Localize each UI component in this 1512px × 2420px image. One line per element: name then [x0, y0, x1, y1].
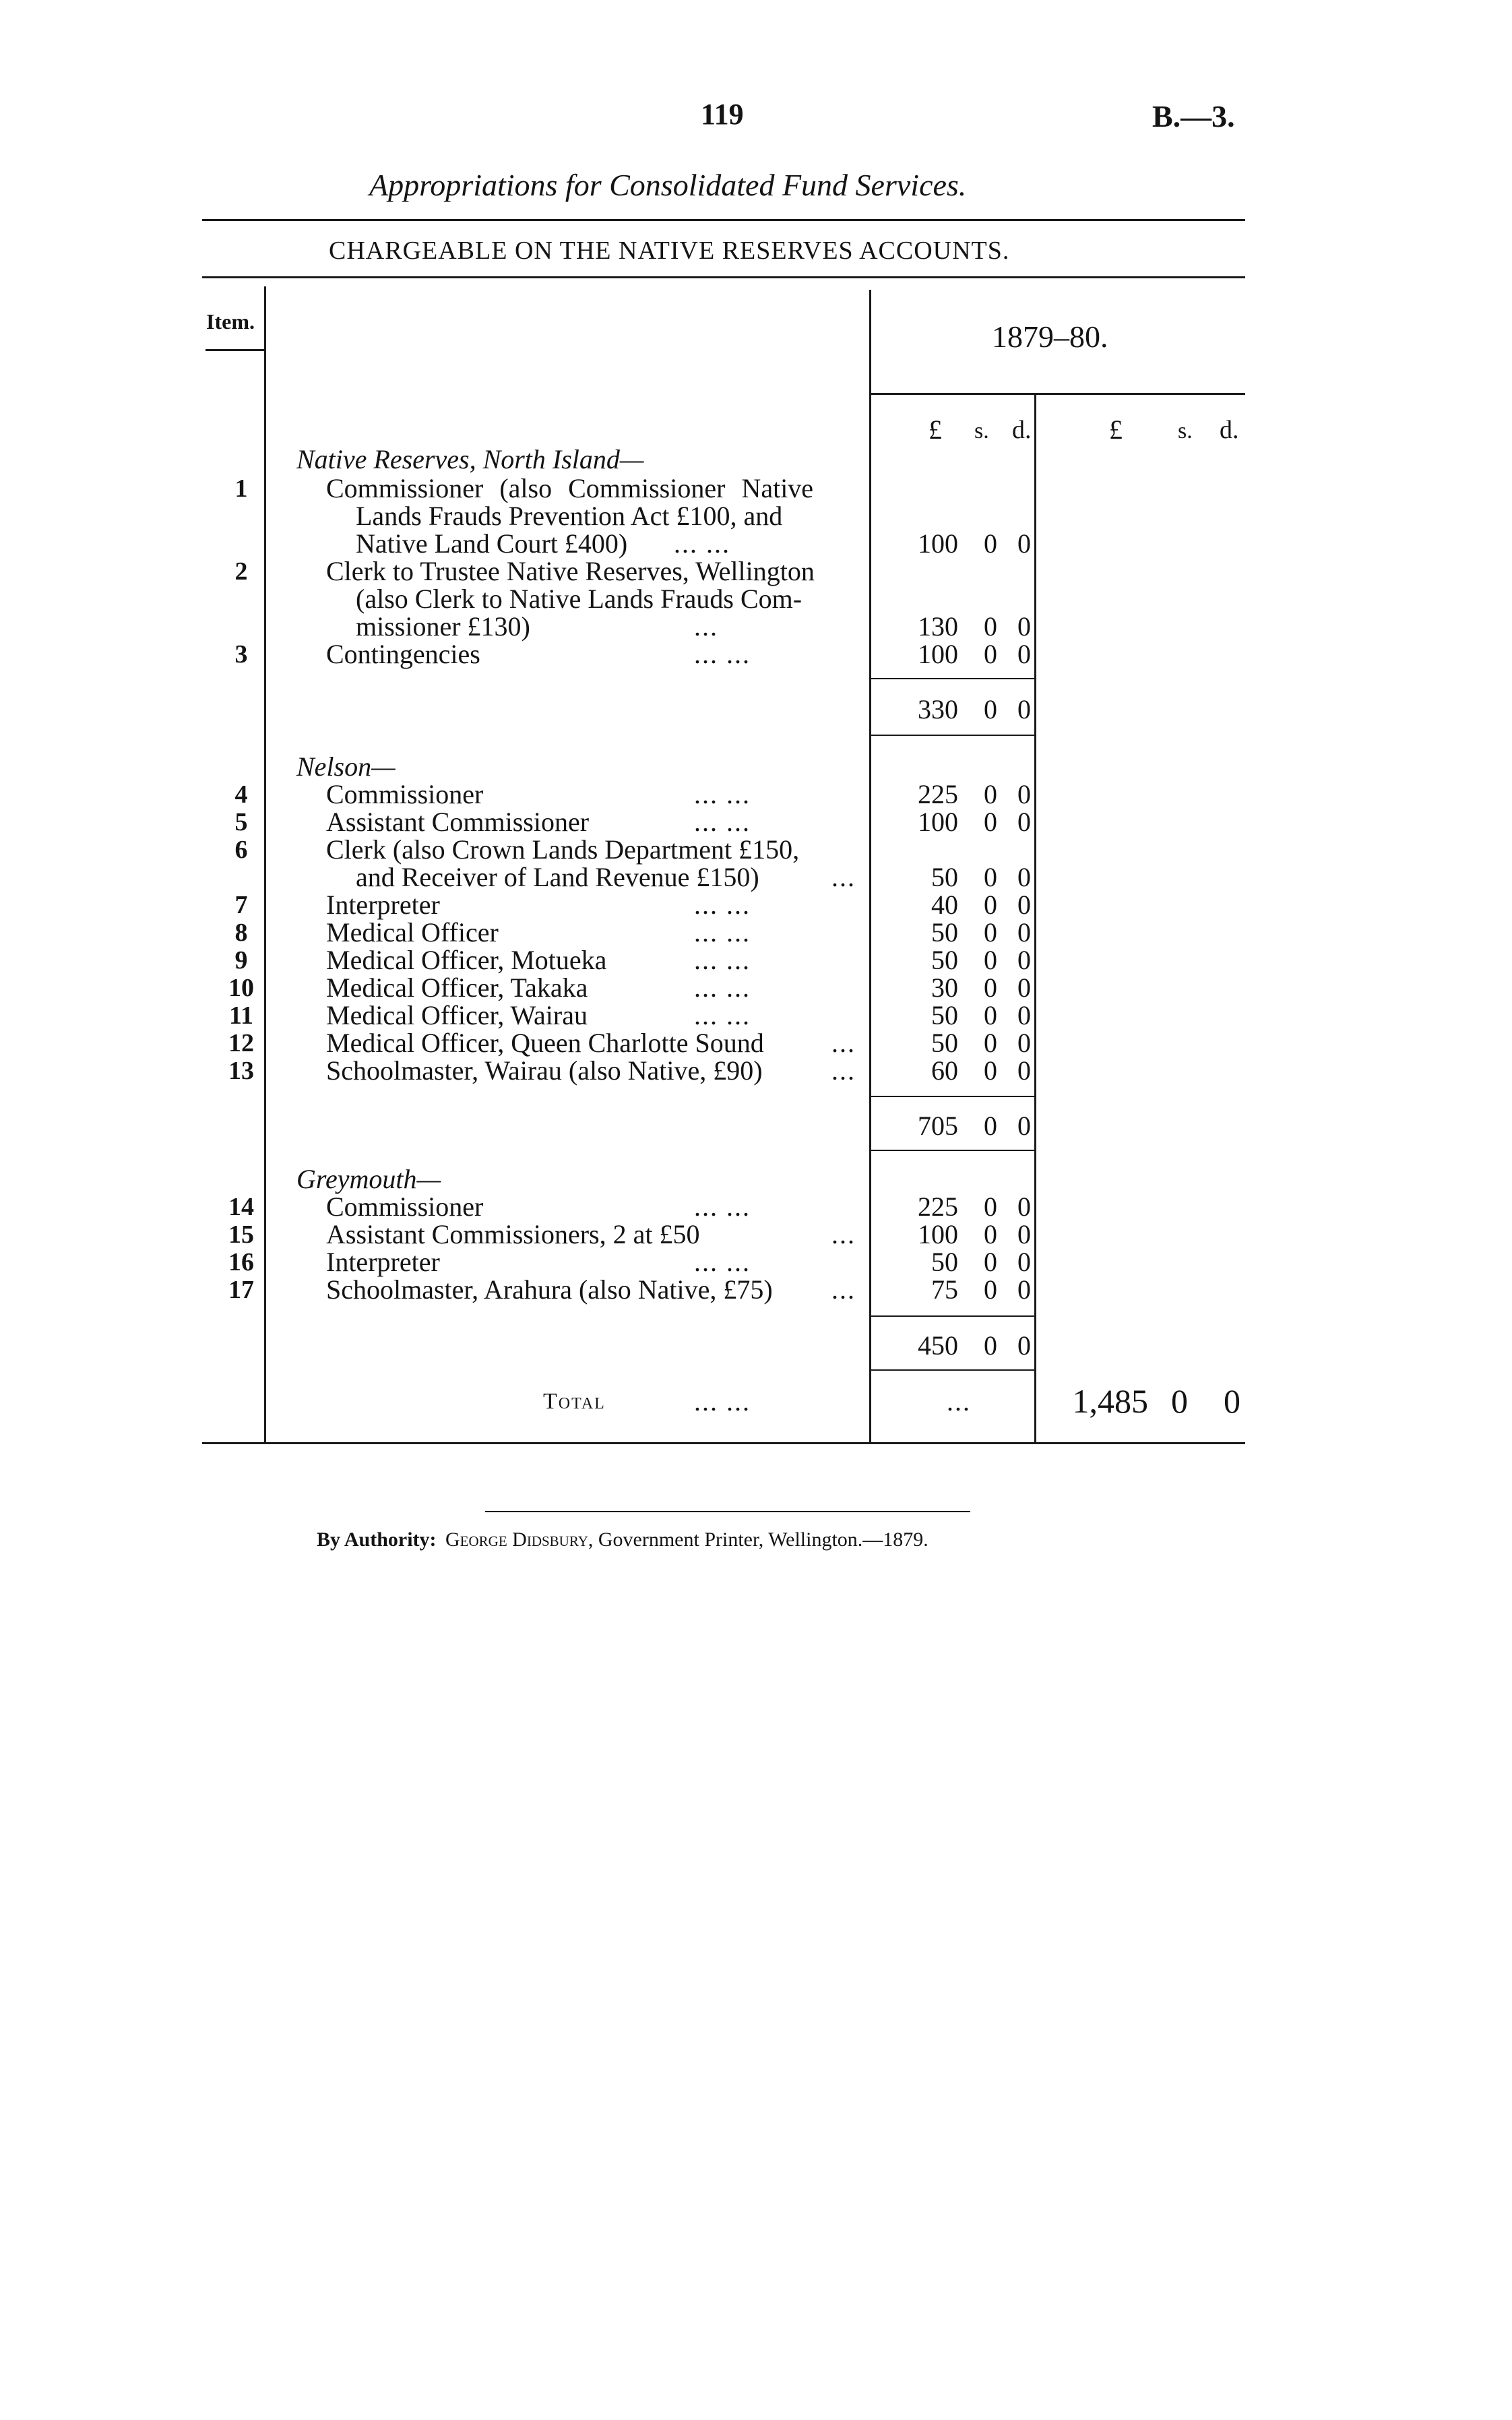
pound-column-head: £	[928, 414, 942, 445]
amount-shillings: 0	[984, 890, 997, 920]
amount-pounds: 40	[931, 890, 958, 920]
item-number: 10	[228, 974, 254, 1002]
amount-pence: 0	[1017, 917, 1031, 948]
amount-shillings: 0	[984, 779, 997, 809]
amount-pence: 0	[1017, 890, 1031, 920]
leader-dots: ... ...	[694, 1000, 751, 1030]
amount-pounds: 225	[918, 779, 958, 809]
leader-dots: ... ...	[694, 639, 751, 669]
amount-shillings: 0	[984, 945, 997, 975]
title-rule	[202, 219, 1245, 221]
grand-total-pence: 0	[1224, 1382, 1240, 1420]
leader-dots: ...	[831, 1219, 856, 1249]
item-number: 9	[234, 946, 248, 974]
item-header-rule	[206, 349, 265, 351]
amount-pence: 0	[1017, 1000, 1031, 1030]
amount-pounds: 100	[918, 1219, 958, 1249]
row-description: Contingencies	[326, 639, 480, 669]
by-authority-label: By Authority:	[317, 1528, 437, 1551]
leader-dots: ... ...	[694, 1386, 751, 1417]
pence-column-head: d.	[1012, 416, 1032, 444]
row-description: missioner £130)	[356, 611, 530, 642]
row-description: Medical Officer, Queen Charlotte Sound	[326, 1028, 764, 1058]
leader-dots: ... ...	[694, 1191, 751, 1222]
amount-pence: 0	[1017, 945, 1031, 975]
item-column-header: Item.	[206, 309, 255, 334]
amount-pounds: 60	[931, 1055, 958, 1086]
shilling-column-head: s.	[974, 418, 989, 443]
row-description: Native Land Court £400)	[356, 528, 628, 559]
amount-pounds: 30	[931, 972, 958, 1003]
row-description: (also Clerk to Native Lands Frauds Com-	[356, 584, 802, 614]
subtotal-rule	[871, 1150, 1036, 1151]
subtotal-rule	[871, 1315, 1036, 1317]
amount-pence: 0	[1017, 779, 1031, 809]
item-number: 11	[229, 1001, 253, 1030]
amount-shillings: 0	[984, 1219, 997, 1249]
amount-pence: 0	[1017, 1219, 1031, 1249]
item-number: 14	[228, 1193, 254, 1221]
item-number: 16	[228, 1248, 254, 1276]
item-number: 6	[234, 836, 248, 864]
grand-total-shillings: 0	[1171, 1382, 1188, 1420]
row-description: Assistant Commissioner	[326, 807, 590, 837]
section-heading-north-island: Native Reserves, North Island—	[296, 444, 644, 474]
subtotal-rule	[871, 678, 1036, 679]
row-description: Clerk (also Crown Lands Department £150,	[326, 834, 800, 865]
row-description: Interpreter	[326, 1247, 440, 1277]
item-number: 3	[234, 640, 248, 669]
footer-rule	[485, 1511, 970, 1512]
amount-pounds: 50	[931, 1000, 958, 1030]
amount-pounds: 225	[918, 1191, 958, 1222]
amount-pence: 0	[1017, 862, 1031, 892]
page-number: 119	[701, 98, 744, 131]
section-heading-nelson: Nelson—	[296, 751, 396, 782]
subtotal-pence: 0	[1017, 1330, 1031, 1361]
amount-pence: 0	[1017, 639, 1031, 669]
amount-pence: 0	[1017, 1274, 1031, 1305]
amount-pounds: 50	[931, 1028, 958, 1058]
item-number: 17	[228, 1276, 254, 1304]
amount-shillings: 0	[984, 1274, 997, 1305]
amount-shillings: 0	[984, 1191, 997, 1222]
item-number: 4	[234, 780, 248, 809]
leader-dots: ...	[831, 862, 856, 892]
amount-shillings: 0	[984, 972, 997, 1003]
subtotal-shillings: 0	[984, 1111, 997, 1141]
subtitle-rule	[202, 276, 1245, 278]
total-label: Total	[543, 1389, 606, 1414]
leader-dots: ... ...	[694, 972, 751, 1003]
leader-dots: ...	[831, 1055, 856, 1086]
leader-dots: ... ...	[674, 528, 730, 559]
leader-dots: ...	[831, 1028, 856, 1058]
subtotal-pence: 0	[1017, 694, 1031, 724]
row-description: and Receiver of Land Revenue £150)	[356, 862, 759, 892]
amount-shillings: 0	[984, 639, 997, 669]
year-header: 1879–80.	[992, 319, 1108, 354]
amount-shillings: 0	[984, 1028, 997, 1058]
leader-dots: ...	[694, 611, 718, 642]
row-description: Commissioner (also Commissioner Native	[326, 473, 814, 503]
amount-pounds: 50	[931, 917, 958, 948]
amount-shillings: 0	[984, 611, 997, 642]
amount-shillings: 0	[984, 917, 997, 948]
total-shilling-column-head: s.	[1178, 418, 1193, 443]
amount-pounds: 100	[918, 528, 958, 559]
leader-dots: ...	[831, 1274, 856, 1305]
amount-pence: 0	[1017, 972, 1031, 1003]
amount-pence: 0	[1017, 528, 1031, 559]
item-number: 12	[228, 1029, 254, 1057]
year-header-rule	[871, 393, 1245, 395]
amount-pence: 0	[1017, 1191, 1031, 1222]
amount-column-rule	[1034, 394, 1036, 1442]
row-description: Schoolmaster, Arahura (also Native, £75)	[326, 1274, 773, 1305]
item-number: 15	[228, 1220, 254, 1249]
row-description: Interpreter	[326, 890, 440, 920]
printer-imprint	[317, 1528, 928, 1551]
item-number: 2	[234, 557, 248, 586]
amount-pounds: 50	[931, 1247, 958, 1277]
item-number: 8	[234, 919, 248, 947]
amount-shillings: 0	[984, 528, 997, 559]
item-number: 7	[234, 891, 248, 919]
grand-total-pounds: 1,485	[1072, 1382, 1148, 1420]
leader-dots: ... ...	[694, 779, 751, 809]
row-description: Medical Officer, Wairau	[326, 1000, 588, 1030]
amount-shillings: 0	[984, 862, 997, 892]
amount-pounds: 75	[931, 1274, 958, 1305]
description-column-rule	[869, 290, 871, 1442]
item-number: 5	[234, 808, 248, 836]
section-heading-greymouth: Greymouth—	[296, 1164, 441, 1194]
total-placeholder-dots: ...	[947, 1386, 971, 1417]
amount-pounds: 50	[931, 945, 958, 975]
row-description: Commissioner	[326, 1191, 484, 1222]
item-number: 13	[228, 1057, 254, 1085]
row-description: Medical Officer	[326, 917, 499, 948]
amount-pence: 0	[1017, 1247, 1031, 1277]
item-number: 1	[234, 474, 248, 503]
total-pence-column-head: d.	[1220, 416, 1239, 444]
leader-dots: ... ...	[694, 807, 751, 837]
leader-dots: ... ...	[694, 917, 751, 948]
amount-pounds: 100	[918, 639, 958, 669]
amount-pounds: 100	[918, 807, 958, 837]
page-title: Appropriations for Consolidated Fund Services.	[369, 168, 967, 202]
amount-pence: 0	[1017, 611, 1031, 642]
row-description: Medical Officer, Takaka	[326, 972, 588, 1003]
amount-shillings: 0	[984, 1247, 997, 1277]
row-description: Medical Officer, Motueka	[326, 945, 607, 975]
total-pound-column-head: £	[1109, 414, 1123, 445]
leader-dots: ... ...	[694, 1247, 751, 1277]
table-bottom-rule	[202, 1442, 1245, 1444]
subtotal-pence: 0	[1017, 1111, 1031, 1141]
amount-pence: 0	[1017, 1055, 1031, 1086]
amount-pounds: 50	[931, 862, 958, 892]
document-reference: B.—3.	[1152, 99, 1235, 133]
row-description: Clerk to Trustee Native Reserves, Wellington	[326, 556, 815, 586]
amount-shillings: 0	[984, 1000, 997, 1030]
printer-name: George Didsbury	[445, 1528, 588, 1551]
amount-pounds: 130	[918, 611, 958, 642]
amount-shillings: 0	[984, 807, 997, 837]
row-description: Lands Frauds Prevention Act £100, and	[356, 501, 783, 531]
subtotal-pounds: 705	[918, 1111, 958, 1141]
amount-pence: 0	[1017, 807, 1031, 837]
leader-dots: ... ...	[694, 945, 751, 975]
subtotal-rule	[871, 1096, 1036, 1097]
subtotal-pounds: 450	[918, 1330, 958, 1361]
row-description: Schoolmaster, Wairau (also Native, £90)	[326, 1055, 763, 1086]
table-subtitle: CHARGEABLE ON THE NATIVE RESERVES ACCOUNTS.	[329, 237, 1010, 265]
subtotal-shillings: 0	[984, 1330, 997, 1361]
amount-shillings: 0	[984, 1055, 997, 1086]
leader-dots: ... ...	[694, 890, 751, 920]
amount-pence: 0	[1017, 1028, 1031, 1058]
subtotal-shillings: 0	[984, 694, 997, 724]
subtotal-rule	[871, 735, 1036, 736]
subtotal-rule	[871, 1369, 1036, 1371]
row-description: Assistant Commissioners, 2 at £50	[326, 1219, 700, 1249]
printer-details: , Government Printer, Wellington.—1879.	[588, 1528, 928, 1551]
row-description: Commissioner	[326, 779, 484, 809]
subtotal-pounds: 330	[918, 694, 958, 724]
